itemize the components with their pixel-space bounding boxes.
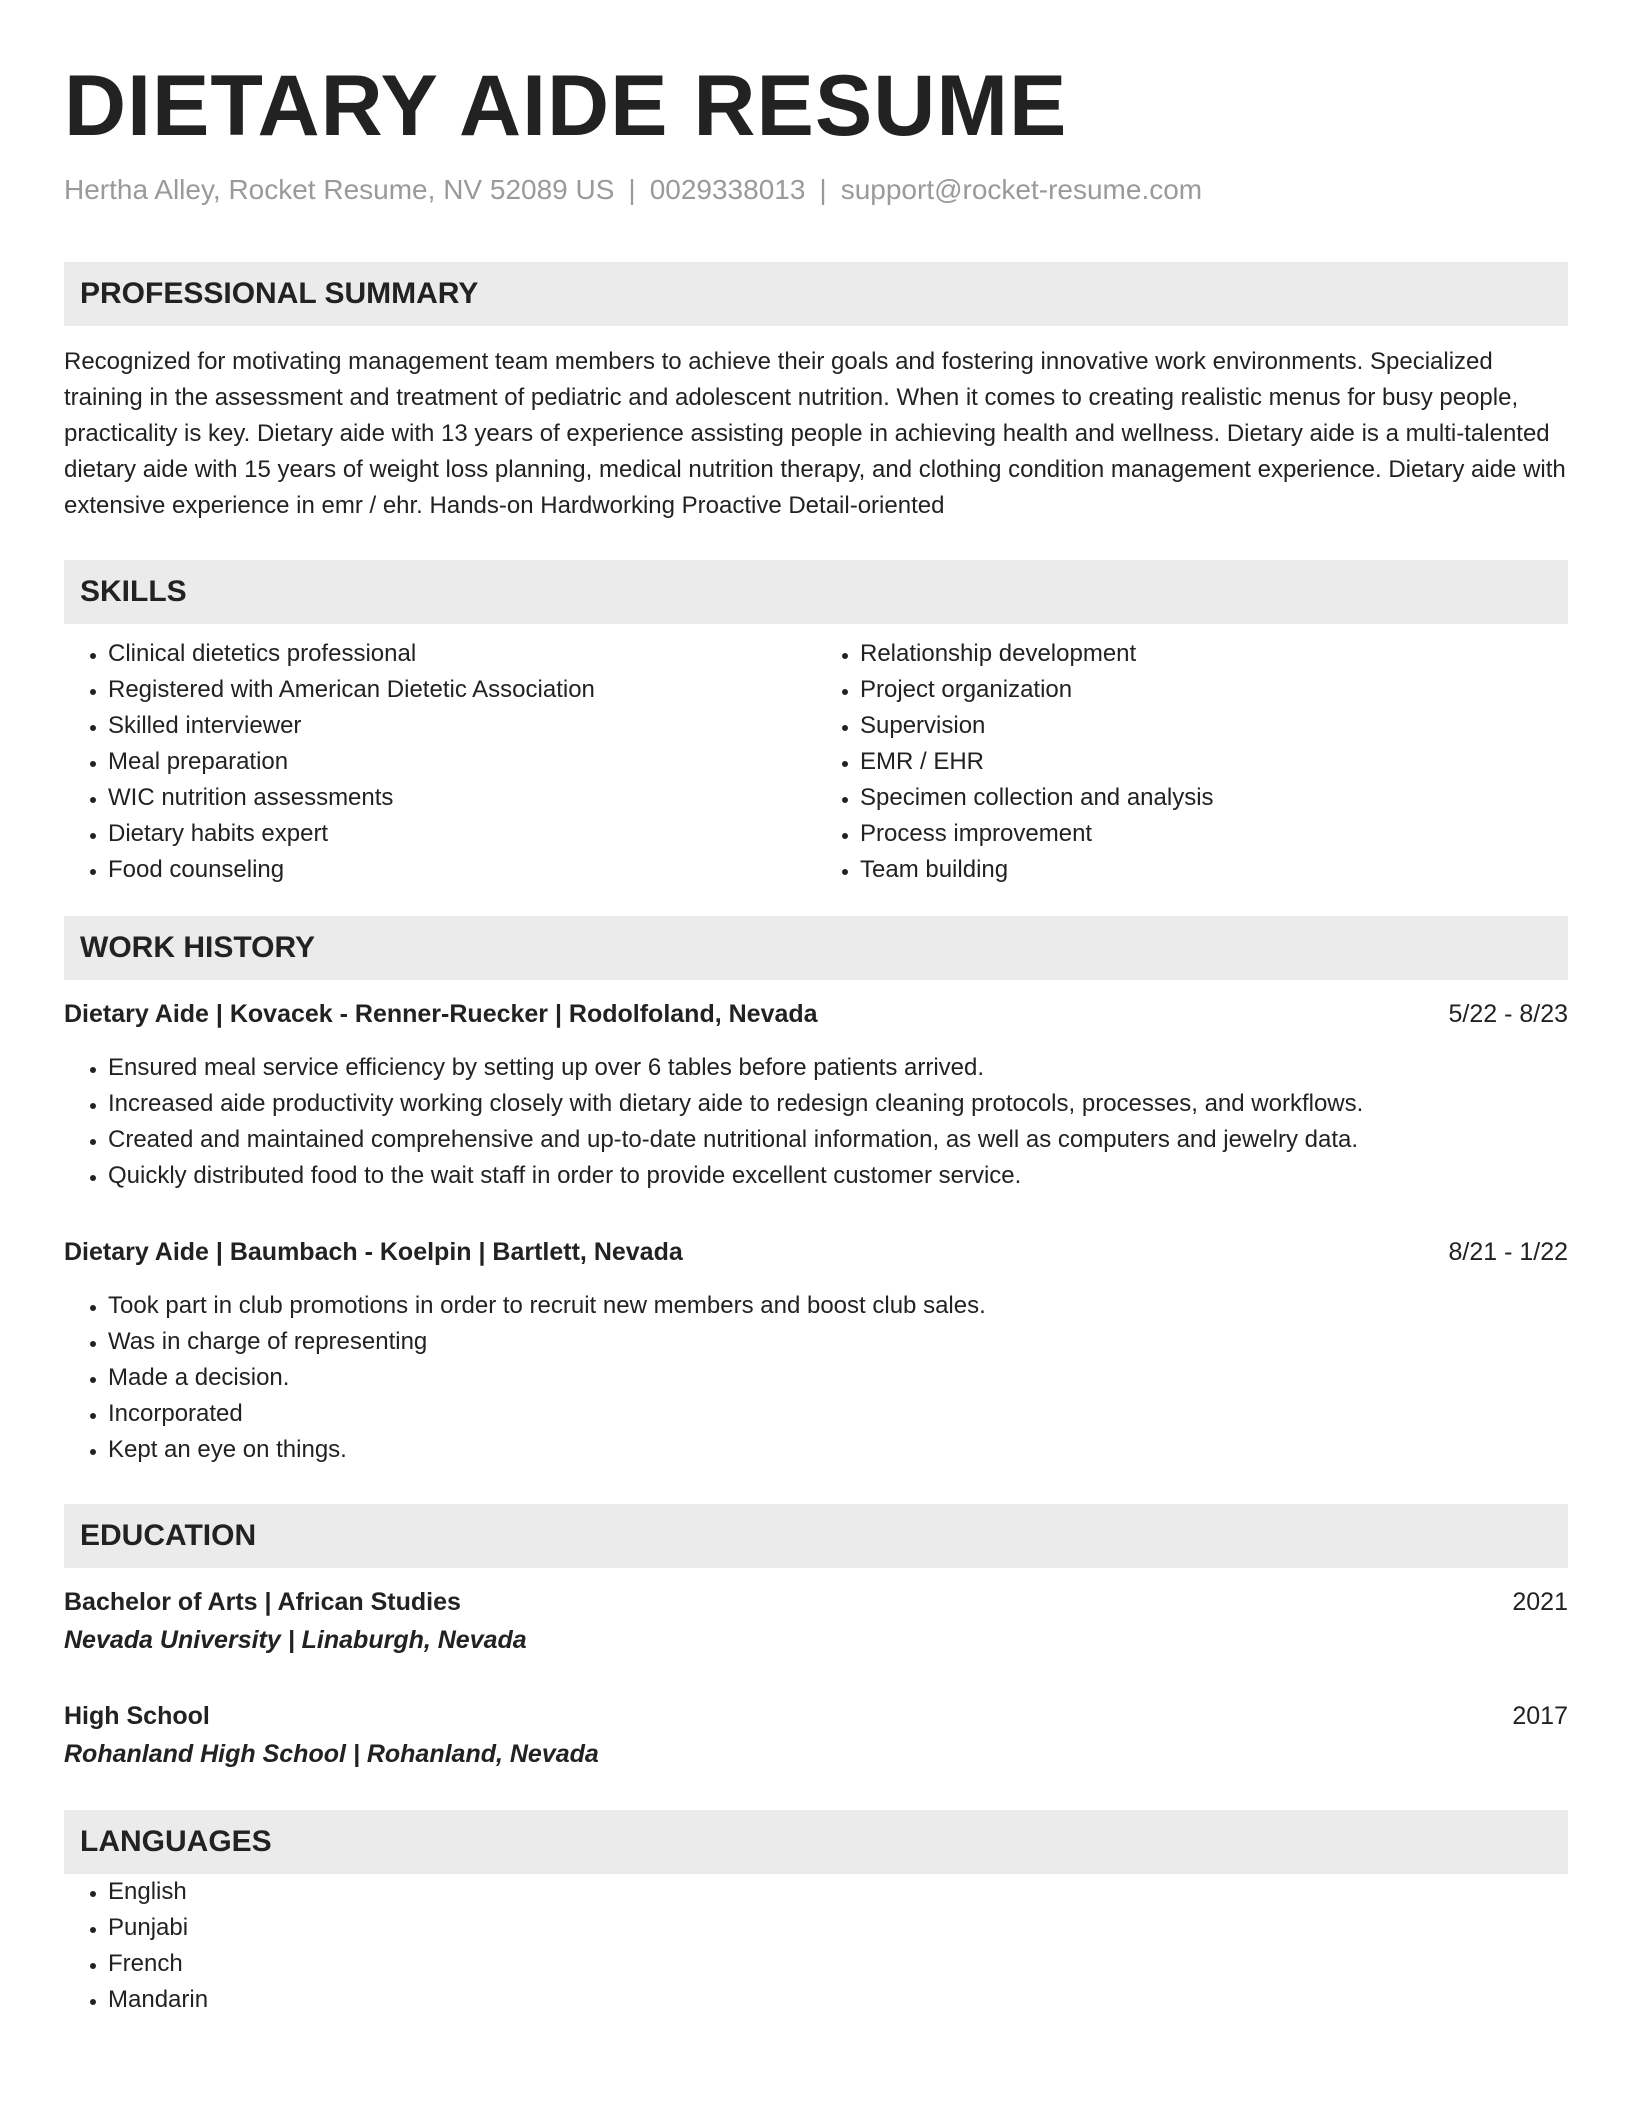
language-item: • English bbox=[108, 1874, 1568, 1910]
job-bullet: • Kept an eye on things. bbox=[108, 1432, 1568, 1468]
job-header bbox=[64, 1234, 1568, 1270]
contact-line bbox=[64, 170, 1568, 210]
skill-item: • EMR / EHR bbox=[860, 744, 1568, 780]
resume-title: DIETARY AIDE RESUME bbox=[64, 58, 1068, 154]
language-item: • Mandarin bbox=[108, 1982, 1568, 2018]
section-title: WORK HISTORY bbox=[80, 931, 316, 964]
section-header-skills bbox=[64, 560, 1568, 624]
skill-item: • Supervision bbox=[860, 708, 1568, 744]
contact-email[interactable]: support@rocket-resume.com bbox=[840, 174, 1203, 205]
skill-item: • Process improvement bbox=[860, 816, 1568, 852]
section-title: EDUCATION bbox=[80, 1519, 257, 1552]
section-title: SKILLS bbox=[80, 575, 187, 608]
education-degree: Bachelor of Arts | African Studies bbox=[64, 1588, 461, 1616]
education-entry bbox=[64, 1698, 1568, 1774]
skills-list-left bbox=[64, 636, 816, 888]
job-bullet: • Was in charge of representing bbox=[108, 1324, 1568, 1360]
job-bullet: • Ensured meal service efficiency by setting up over 6 tables before patients arrived. bbox=[108, 1050, 1568, 1086]
section-header-summary bbox=[64, 262, 1568, 326]
language-item: • French bbox=[108, 1946, 1568, 1982]
job-bullet: • Incorporated bbox=[108, 1396, 1568, 1432]
skills-list-right bbox=[816, 636, 1568, 888]
job-bullet: • Created and maintained comprehensive and up-to-date nutritional information, as well as computers and jewelry data. bbox=[108, 1122, 1568, 1158]
skill-item: • WIC nutrition assessments bbox=[108, 780, 816, 816]
section-header-education bbox=[64, 1504, 1568, 1568]
education-year: 2017 bbox=[1512, 1702, 1568, 1730]
section-title: LANGUAGES bbox=[80, 1825, 272, 1858]
skill-item: • Specimen collection and analysis bbox=[860, 780, 1568, 816]
contact-separator: | bbox=[628, 174, 636, 205]
job-title: Dietary Aide | Kovacek - Renner-Ruecker | Rodolfoland, Nevada bbox=[64, 1000, 818, 1028]
section-header-work-history bbox=[64, 916, 1568, 980]
skill-item: • Food counseling bbox=[108, 852, 816, 888]
job-bullet: • Took part in club promotions in order to recruit new members and boost club sales. bbox=[108, 1288, 1568, 1324]
contact-phone: 0029338013 bbox=[649, 174, 806, 205]
job-title: Dietary Aide | Baumbach - Koelpin | Bartlett, Nevada bbox=[64, 1238, 683, 1266]
job-bullet: • Increased aide productivity working closely with dietary aide to redesign cleaning protocols, processes, and workflows. bbox=[108, 1086, 1568, 1122]
languages-list bbox=[64, 1874, 1568, 2018]
language-item: • Punjabi bbox=[108, 1910, 1568, 1946]
skill-item: • Team building bbox=[860, 852, 1568, 888]
skill-item: • Meal preparation bbox=[108, 744, 816, 780]
education-year: 2021 bbox=[1512, 1588, 1568, 1616]
education-school: Rohanland High School | Rohanland, Nevada bbox=[64, 1740, 599, 1768]
contact-separator: | bbox=[819, 174, 827, 205]
job-bullet: • Made a decision. bbox=[108, 1360, 1568, 1396]
section-header-languages bbox=[64, 1810, 1568, 1874]
skill-item: • Dietary habits expert bbox=[108, 816, 816, 852]
job-dates: 5/22 - 8/23 bbox=[1448, 1000, 1568, 1028]
job-bullet: • Quickly distributed food to the wait staff in order to provide excellent customer service. bbox=[108, 1158, 1568, 1194]
job-entry bbox=[64, 1234, 1568, 1468]
education-degree: High School bbox=[64, 1702, 210, 1730]
job-bullets bbox=[64, 1050, 1568, 1194]
education-header bbox=[64, 1698, 1568, 1734]
summary-text: Recognized for motivating management team members to achieve their goals and fostering innovative work environments. Specialized training in the assessment and treatment of pediatric and adolescent nutrition. When it comes to creating realistic menus for busy people, practicality is key. Dietary aide with 13 years of experience assisting people in achieving health and wellness. Dietary aide is a multi-talented dietary aide with 15 years of weight loss planning, medical nutrition therapy, and clothing condition management experience. Dietary aide with extensive experience in emr / ehr. Hands-on Hardworking Proactive Detail-oriented bbox=[64, 348, 1566, 519]
education-school: Nevada University | Linaburgh, Nevada bbox=[64, 1626, 527, 1654]
section-title: PROFESSIONAL SUMMARY bbox=[80, 277, 479, 310]
skill-item: • Project organization bbox=[860, 672, 1568, 708]
skill-item: • Relationship development bbox=[860, 636, 1568, 672]
education-header bbox=[64, 1584, 1568, 1620]
job-bullets bbox=[64, 1288, 1568, 1468]
skills-columns bbox=[64, 636, 1568, 888]
skill-item: • Skilled interviewer bbox=[108, 708, 816, 744]
job-entry bbox=[64, 996, 1568, 1194]
job-dates: 8/21 - 1/22 bbox=[1448, 1238, 1568, 1266]
job-header bbox=[64, 996, 1568, 1032]
education-entry bbox=[64, 1584, 1568, 1660]
contact-address: Hertha Alley, Rocket Resume, NV 52089 US bbox=[64, 174, 615, 205]
skill-item: • Registered with American Dietetic Association bbox=[108, 672, 816, 708]
skill-item: • Clinical dietetics professional bbox=[108, 636, 816, 672]
